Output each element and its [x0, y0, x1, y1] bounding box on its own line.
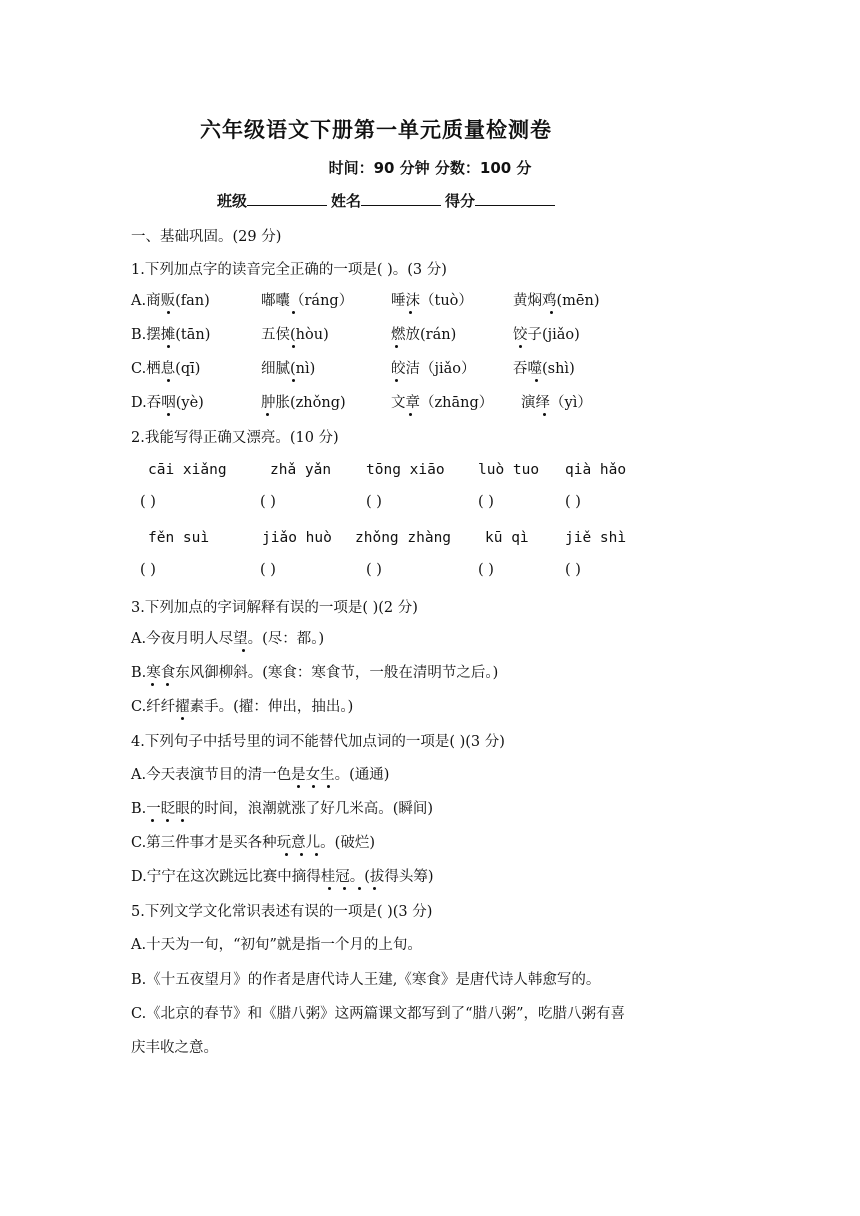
emphasis-dot [151, 683, 154, 686]
q2-answer-box-4[interactable]: ( ) [478, 494, 494, 510]
emphasis-dot [327, 785, 330, 788]
question-2-stem: 2.我能写得正确又漂亮。(10 分) [131, 430, 339, 446]
emphasis-dot [373, 887, 376, 890]
emphasis-dot [312, 785, 315, 788]
emphasis-dot [409, 311, 412, 314]
q1-option-a-1: A.商贩(fan) [131, 293, 210, 309]
score-blank[interactable] [475, 191, 555, 206]
q4-option-b: B.一眨眼的时间，浪潮就涨了好几米高。(瞬间) [131, 801, 434, 817]
emphasis-dot [519, 345, 522, 348]
emphasis-dot [543, 413, 546, 416]
q2-pinyin-4: luò tuo [478, 462, 540, 478]
q1-option-c-1: C.栖息(qī) [131, 361, 201, 377]
q1-option-b-3: 燃放(rán) [391, 327, 457, 343]
q2-pinyin-2: zhǎ yǎn [270, 462, 332, 478]
q2-answer-box-9[interactable]: ( ) [478, 562, 494, 578]
emphasis-dot [167, 311, 170, 314]
question-5-stem: 5.下列文学文化常识表述有误的一项是( )(3 分) [131, 904, 433, 920]
q2-pinyin-10: jiě shì [565, 530, 627, 546]
q2-answer-box-1[interactable]: ( ) [140, 494, 156, 510]
student-info-fields [217, 190, 559, 211]
q5-option-c-continued: 庆丰收之意。 [131, 1040, 218, 1056]
q5-option-c: C.《北京的春节》和《腊八粥》这两篇课文都写到了“腊八粥”，吃腊八粥有喜 [131, 1006, 626, 1022]
question-4-stem: 4.下列句子中括号里的词不能替代加点词的一项是( )(3 分) [131, 734, 505, 750]
q4-option-c: C.第三件事才是买各种玩意儿。(破烂) [131, 835, 375, 851]
section-heading: 一、基础巩固。(29 分) [131, 229, 282, 245]
q4-option-d: D.宁宁在这次跳远比赛中摘得桂冠。(拔得头筹) [131, 869, 434, 885]
q2-pinyin-1: cāi xiǎng [148, 462, 227, 478]
q1-option-c-3: 皎洁（jiǎo） [391, 361, 476, 377]
q1-option-b-2: 五侯(hòu) [261, 327, 329, 343]
emphasis-dot [166, 819, 169, 822]
q2-answer-box-7[interactable]: ( ) [260, 562, 276, 578]
emphasis-dot [292, 379, 295, 382]
q3-option-c: C.纤纤擢素手。(擢：伸出，抽出。) [131, 699, 354, 715]
q5-option-b: B.《十五夜望月》的作者是唐代诗人王建,《寒食》是唐代诗人韩愈写的。 [131, 972, 601, 988]
name-label: 姓名 [331, 192, 362, 210]
emphasis-dot [328, 887, 331, 890]
q1-option-b-4: 饺子(jiǎo) [513, 327, 580, 343]
q2-answer-box-10[interactable]: ( ) [565, 562, 581, 578]
question-3-stem: 3.下列加点的字词解释有误的一项是( )(2 分) [131, 600, 418, 616]
score-label: 得分 [445, 192, 476, 210]
q2-answer-box-2[interactable]: ( ) [260, 494, 276, 510]
q1-option-a-3: 唾沫（tuò） [391, 293, 473, 309]
emphasis-dot [297, 785, 300, 788]
q2-answer-box-5[interactable]: ( ) [565, 494, 581, 510]
q2-pinyin-3: tōng xiāo [366, 462, 445, 478]
q2-pinyin-8: zhǒng zhàng [355, 530, 452, 546]
q4-option-a: A.今天表演节目的清一色是女生。(通通) [131, 767, 390, 783]
name-blank[interactable] [361, 191, 441, 206]
q2-answer-box-3[interactable]: ( ) [366, 494, 382, 510]
emphasis-dot [300, 853, 303, 856]
q2-pinyin-6: fěn suì [148, 530, 210, 546]
emphasis-dot [409, 413, 412, 416]
q1-option-d-2: 肿胀(zhǒng) [261, 395, 346, 411]
q5-option-a: A.十天为一旬，“初旬”就是指一个月的上旬。 [131, 937, 422, 953]
q2-pinyin-5: qià hǎo [565, 462, 627, 478]
emphasis-dot [181, 819, 184, 822]
question-1-stem: 1.下列加点字的读音完全正确的一项是( )。(3 分) [131, 262, 447, 278]
q2-answer-box-6[interactable]: ( ) [140, 562, 156, 578]
class-blank[interactable] [247, 191, 327, 206]
emphasis-dot [181, 717, 184, 720]
emphasis-dot [167, 379, 170, 382]
emphasis-dot [151, 819, 154, 822]
emphasis-dot [266, 413, 269, 416]
emphasis-dot [167, 345, 170, 348]
emphasis-dot [535, 379, 538, 382]
q1-option-d-1: D.吞咽(yè) [131, 395, 204, 411]
q2-pinyin-7: jiǎo huò [262, 530, 332, 546]
emphasis-dot [550, 311, 553, 314]
q1-option-a-2: 嘟囔（ráng） [261, 293, 354, 309]
q1-option-b-1: B.摆摊(tān) [131, 327, 211, 343]
emphasis-dot [285, 853, 288, 856]
emphasis-dot [343, 887, 346, 890]
q1-option-c-4: 吞噬(shì) [513, 361, 575, 377]
emphasis-dot [242, 649, 245, 652]
emphasis-dot [166, 683, 169, 686]
q3-option-a: A.今夜月明人尽望。(尽：都。) [131, 631, 325, 647]
q1-option-d-3: 文章（zhāng） [391, 395, 494, 411]
emphasis-dot [167, 413, 170, 416]
emphasis-dot [315, 853, 318, 856]
emphasis-dot [395, 345, 398, 348]
q2-answer-box-8[interactable]: ( ) [366, 562, 382, 578]
emphasis-dot [395, 379, 398, 382]
emphasis-dot [292, 345, 295, 348]
emphasis-dot [358, 887, 361, 890]
page-title: 六年级语文下册第一单元质量检测卷 [200, 118, 552, 142]
exam-time-score: 时间：90 分钟 分数：100 分 [328, 159, 532, 177]
emphasis-dot [292, 311, 295, 314]
q2-pinyin-9: kū qì [485, 530, 529, 546]
class-label: 班级 [217, 192, 248, 210]
q1-option-d-4: 演绎（yì） [521, 395, 592, 411]
q3-option-b: B.寒食东风御柳斜。(寒食：寒食节，一般在清明节之后。) [131, 665, 499, 681]
q1-option-c-2: 细腻(nì) [261, 361, 316, 377]
q1-option-a-4: 黄焖鸡(mēn) [513, 293, 600, 309]
